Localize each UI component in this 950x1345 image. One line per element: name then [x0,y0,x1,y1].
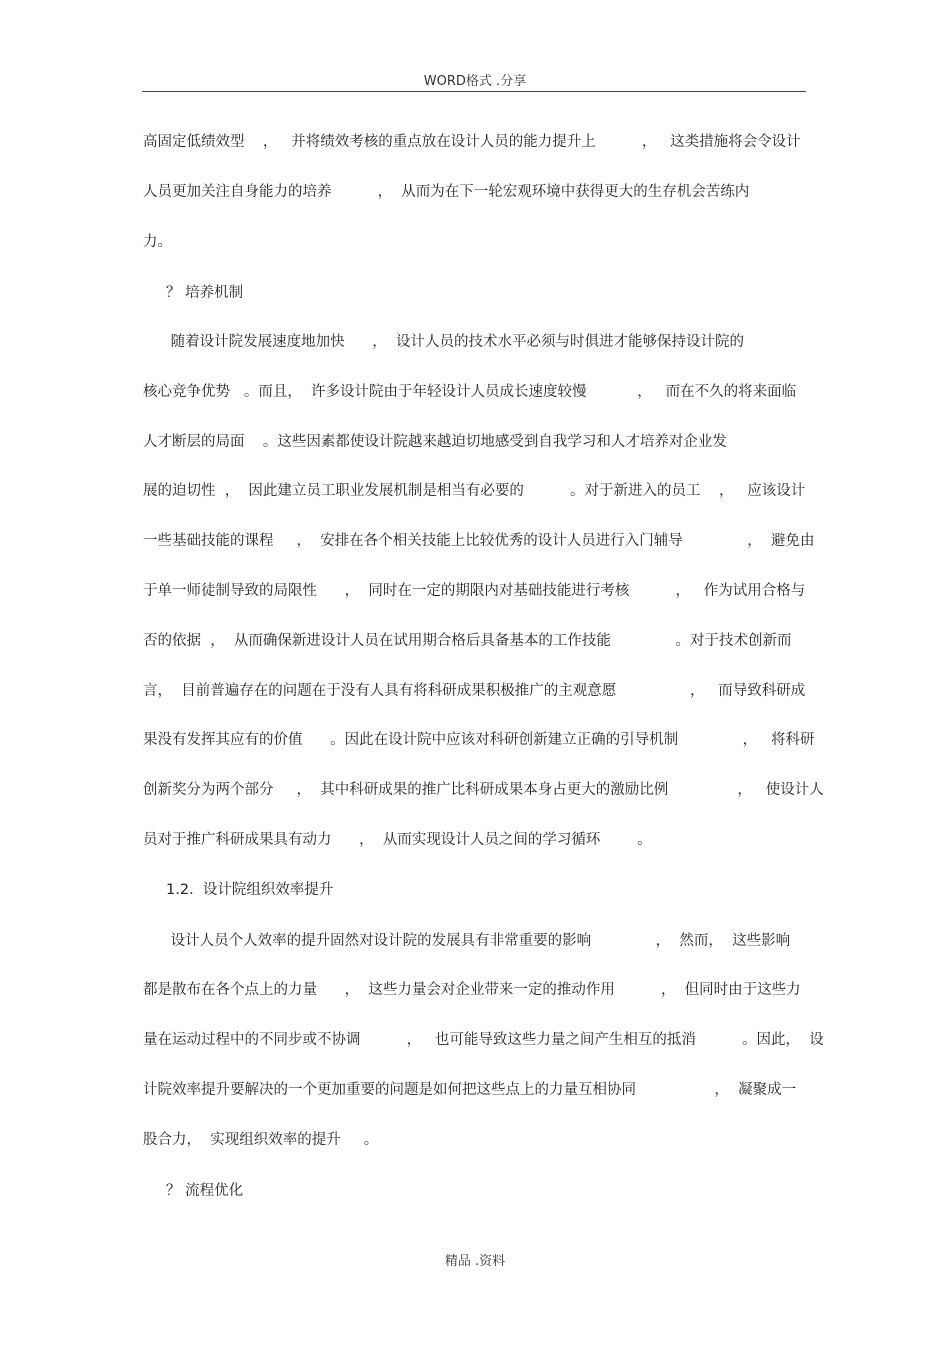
paragraph-line: 设计人员个人效率的提升固然对设计院的发展具有非常重要的影响 ， 然而， 这些影响 [143,933,791,949]
paragraph-line: 量在运动过程中的不同步或不协调 ， 也可能导致这些力量之间产生相互的抵消 。因此， 设 [143,1032,824,1048]
paragraph-line: 人才断层的局面 。这些因素都使设计院越来越迫切地感受到自我学习和人才培养对企业发 [143,434,727,450]
paragraph-line: 展的迫切性 ， 因此建立员工职业发展机制是相当有必要的 。对于新进入的员工 ， 应该设计 [143,483,806,499]
paragraph-line: 股合力， 实现组织效率的提升 。 [143,1132,379,1148]
section-heading: ？ 培养机制 [143,285,244,301]
header-divider [142,91,806,92]
paragraph-line: 员对于推广科研成果具有动力 ， 从而实现设计人员之间的学习循环 。 [143,832,652,848]
section-heading: ？ 流程优化 [143,1183,244,1199]
paragraph-line: 人员更加关注自身能力的培养 ， 从而为在下一轮宏观环境中获得更大的生存机会苦练内 [143,184,750,200]
paragraph-line: 计院效率提升要解决的一个更加重要的问题是如何把这些点上的力量互相协同 ， 凝聚成一 [143,1082,797,1098]
paragraph-line: 核心竞争优势 。而且， 许多设计院由于年轻设计人员成长速度较慢 ， 而在不久的将来面临 [143,384,797,400]
paragraph-line: 都是散布在各个点上的力量 ， 这些力量会对企业带来一定的推动作用 ， 但同时由于这些力 [143,982,801,998]
page-footer: 精品 .资料 [444,1254,506,1269]
page-header: WORD格式 .分享 [423,74,527,89]
paragraph-line: 高固定低绩效型 ， 并将绩效考核的重点放在设计人员的能力提升上 ， 这类措施将会令设计 [143,134,801,150]
paragraph-line: 一些基础技能的课程 ， 安排在各个相关技能上比较优秀的设计人员进行入门辅导 ， 避免由 [143,533,815,549]
paragraph-line: 力。 [143,234,172,250]
paragraph-line: 果没有发挥其应有的价值 。因此在设计院中应该对科研创新建立正确的引导机制 ， 将科研 [143,732,815,748]
paragraph-line: 于单一师徒制导致的局限性 ， 同时在一定的期限内对基础技能进行考核 ， 作为试用合格与 [143,583,806,599]
paragraph-line: 创新奖分为两个部分 ， 其中科研成果的推广比科研成果本身占更大的激励比例 ， 使设计人 [143,782,824,798]
paragraph-line: 随着设计院发展速度地加快 ， 设计人员的技术水平必须与时俱进才能够保持设计院的 [143,334,745,350]
paragraph-line: 否的依据 ， 从而确保新进设计人员在试用期合格后具备基本的工作技能 。对于技术创新而 [143,633,792,649]
section-heading: 1.2. 设计院组织效率提升 [143,882,334,898]
paragraph-line: 言， 目前普遍存在的问题在于没有人具有将科研成果积极推广的主观意愿 ， 而导致科研成 [143,683,806,699]
